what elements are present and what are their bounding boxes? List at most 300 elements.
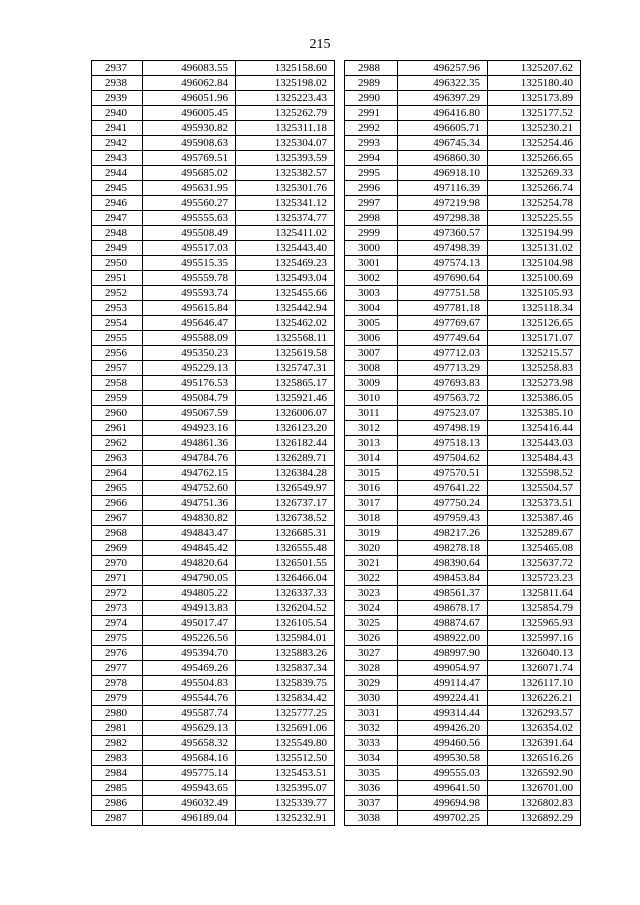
y-coordinate-cell: 1325341.12 bbox=[236, 196, 335, 211]
point-number-cell: 2972 bbox=[92, 586, 143, 601]
x-coordinate-cell: 499460.56 bbox=[398, 736, 488, 751]
y-coordinate-cell: 1325232.91 bbox=[236, 811, 335, 826]
point-number-cell: 2970 bbox=[92, 556, 143, 571]
point-number-cell: 3032 bbox=[345, 721, 398, 736]
point-number-cell: 3026 bbox=[345, 631, 398, 646]
point-number-cell: 3001 bbox=[345, 256, 398, 271]
x-coordinate-cell: 494820.64 bbox=[143, 556, 236, 571]
point-number-cell: 2980 bbox=[92, 706, 143, 721]
table-row bbox=[92, 631, 335, 646]
y-coordinate-cell: 1325311.18 bbox=[236, 121, 335, 136]
table-row bbox=[345, 376, 581, 391]
table-row bbox=[92, 526, 335, 541]
point-number-cell: 3020 bbox=[345, 541, 398, 556]
point-number-cell: 2994 bbox=[345, 151, 398, 166]
table-row bbox=[345, 331, 581, 346]
x-coordinate-cell: 495017.47 bbox=[143, 616, 236, 631]
x-coordinate-cell: 496918.10 bbox=[398, 166, 488, 181]
y-coordinate-cell: 1325568.11 bbox=[236, 331, 335, 346]
x-coordinate-cell: 499702.25 bbox=[398, 811, 488, 826]
point-number-cell: 3038 bbox=[345, 811, 398, 826]
table-row bbox=[345, 526, 581, 541]
y-coordinate-cell: 1326337.33 bbox=[236, 586, 335, 601]
y-coordinate-cell: 1325158.60 bbox=[236, 61, 335, 76]
point-number-cell: 3033 bbox=[345, 736, 398, 751]
table-row bbox=[92, 586, 335, 601]
x-coordinate-cell: 497570.51 bbox=[398, 466, 488, 481]
x-coordinate-cell: 496257.96 bbox=[398, 61, 488, 76]
table-row bbox=[92, 346, 335, 361]
x-coordinate-cell: 495560.27 bbox=[143, 196, 236, 211]
x-coordinate-cell: 494843.47 bbox=[143, 526, 236, 541]
x-coordinate-cell: 495631.95 bbox=[143, 181, 236, 196]
y-coordinate-cell: 1325386.05 bbox=[488, 391, 581, 406]
x-coordinate-cell: 494861.36 bbox=[143, 436, 236, 451]
x-coordinate-cell: 498997.90 bbox=[398, 646, 488, 661]
table-row bbox=[92, 481, 335, 496]
x-coordinate-cell: 495943.65 bbox=[143, 781, 236, 796]
point-number-cell: 2996 bbox=[345, 181, 398, 196]
x-coordinate-cell: 497751.58 bbox=[398, 286, 488, 301]
table-row bbox=[345, 151, 581, 166]
y-coordinate-cell: 1325254.78 bbox=[488, 196, 581, 211]
y-coordinate-cell: 1326501.55 bbox=[236, 556, 335, 571]
table-row bbox=[345, 751, 581, 766]
y-coordinate-cell: 1325215.57 bbox=[488, 346, 581, 361]
y-coordinate-cell: 1325395.07 bbox=[236, 781, 335, 796]
x-coordinate-cell: 496745.34 bbox=[398, 136, 488, 151]
point-number-cell: 2941 bbox=[92, 121, 143, 136]
point-number-cell: 3027 bbox=[345, 646, 398, 661]
point-number-cell: 3037 bbox=[345, 796, 398, 811]
x-coordinate-cell: 497518.13 bbox=[398, 436, 488, 451]
x-coordinate-cell: 498217.26 bbox=[398, 526, 488, 541]
table-row bbox=[345, 646, 581, 661]
x-coordinate-cell: 497360.57 bbox=[398, 226, 488, 241]
x-coordinate-cell: 495544.76 bbox=[143, 691, 236, 706]
y-coordinate-cell: 1325484.43 bbox=[488, 451, 581, 466]
x-coordinate-cell: 494790.05 bbox=[143, 571, 236, 586]
y-coordinate-cell: 1326685.31 bbox=[236, 526, 335, 541]
table-row bbox=[92, 241, 335, 256]
point-number-cell: 2962 bbox=[92, 436, 143, 451]
point-number-cell: 2985 bbox=[92, 781, 143, 796]
y-coordinate-cell: 1326738.52 bbox=[236, 511, 335, 526]
x-coordinate-cell: 498678.17 bbox=[398, 601, 488, 616]
table-row bbox=[345, 736, 581, 751]
y-coordinate-cell: 1325493.04 bbox=[236, 271, 335, 286]
table-row bbox=[345, 211, 581, 226]
y-coordinate-cell: 1326466.04 bbox=[236, 571, 335, 586]
point-number-cell: 2975 bbox=[92, 631, 143, 646]
point-number-cell: 2977 bbox=[92, 661, 143, 676]
x-coordinate-cell: 499555.03 bbox=[398, 766, 488, 781]
y-coordinate-cell: 1325258.83 bbox=[488, 361, 581, 376]
y-coordinate-cell: 1325598.52 bbox=[488, 466, 581, 481]
y-coordinate-cell: 1326384.28 bbox=[236, 466, 335, 481]
y-coordinate-cell: 1325865.17 bbox=[236, 376, 335, 391]
point-number-cell: 2971 bbox=[92, 571, 143, 586]
point-number-cell: 2955 bbox=[92, 331, 143, 346]
table-row bbox=[345, 496, 581, 511]
y-coordinate-cell: 1326071.74 bbox=[488, 661, 581, 676]
x-coordinate-cell: 496083.55 bbox=[143, 61, 236, 76]
point-number-cell: 3013 bbox=[345, 436, 398, 451]
y-coordinate-cell: 1325469.23 bbox=[236, 256, 335, 271]
x-coordinate-cell: 497750.24 bbox=[398, 496, 488, 511]
point-number-cell: 2954 bbox=[92, 316, 143, 331]
y-coordinate-cell: 1325777.25 bbox=[236, 706, 335, 721]
y-coordinate-cell: 1325198.02 bbox=[236, 76, 335, 91]
table-row bbox=[92, 106, 335, 121]
table-row bbox=[345, 616, 581, 631]
x-coordinate-cell: 495629.13 bbox=[143, 721, 236, 736]
table-row bbox=[345, 181, 581, 196]
table-row bbox=[345, 196, 581, 211]
table-row bbox=[345, 601, 581, 616]
point-number-cell: 3009 bbox=[345, 376, 398, 391]
y-coordinate-cell: 1326516.26 bbox=[488, 751, 581, 766]
x-coordinate-cell: 494913.83 bbox=[143, 601, 236, 616]
x-coordinate-cell: 496062.84 bbox=[143, 76, 236, 91]
table-row bbox=[345, 241, 581, 256]
y-coordinate-cell: 1325811.64 bbox=[488, 586, 581, 601]
y-coordinate-cell: 1326182.44 bbox=[236, 436, 335, 451]
page-number: 215 bbox=[309, 37, 331, 52]
table-row bbox=[92, 136, 335, 151]
point-number-cell: 3018 bbox=[345, 511, 398, 526]
y-coordinate-cell: 1325997.16 bbox=[488, 631, 581, 646]
table-row bbox=[92, 781, 335, 796]
x-coordinate-cell: 499694.98 bbox=[398, 796, 488, 811]
x-coordinate-cell: 498561.37 bbox=[398, 586, 488, 601]
y-coordinate-cell: 1325194.99 bbox=[488, 226, 581, 241]
x-coordinate-cell: 498453.84 bbox=[398, 571, 488, 586]
y-coordinate-cell: 1325339.77 bbox=[236, 796, 335, 811]
y-coordinate-cell: 1325512.50 bbox=[236, 751, 335, 766]
point-number-cell: 2989 bbox=[345, 76, 398, 91]
point-number-cell: 2959 bbox=[92, 391, 143, 406]
point-number-cell: 3031 bbox=[345, 706, 398, 721]
y-coordinate-cell: 1326549.97 bbox=[236, 481, 335, 496]
point-number-cell: 3016 bbox=[345, 481, 398, 496]
table-row bbox=[345, 316, 581, 331]
point-number-cell: 3021 bbox=[345, 556, 398, 571]
table-row bbox=[92, 466, 335, 481]
y-coordinate-cell: 1326204.52 bbox=[236, 601, 335, 616]
x-coordinate-cell: 499054.97 bbox=[398, 661, 488, 676]
x-coordinate-cell: 497749.64 bbox=[398, 331, 488, 346]
x-coordinate-cell: 497298.38 bbox=[398, 211, 488, 226]
y-coordinate-cell: 1325301.76 bbox=[236, 181, 335, 196]
table-row bbox=[92, 706, 335, 721]
y-coordinate-cell: 1325619.58 bbox=[236, 346, 335, 361]
x-coordinate-cell: 495515.35 bbox=[143, 256, 236, 271]
point-number-cell: 3004 bbox=[345, 301, 398, 316]
point-number-cell: 3035 bbox=[345, 766, 398, 781]
y-coordinate-cell: 1325411.02 bbox=[236, 226, 335, 241]
point-number-cell: 3002 bbox=[345, 271, 398, 286]
point-number-cell: 3000 bbox=[345, 241, 398, 256]
x-coordinate-cell: 495176.53 bbox=[143, 376, 236, 391]
x-coordinate-cell: 495226.56 bbox=[143, 631, 236, 646]
y-coordinate-cell: 1325453.51 bbox=[236, 766, 335, 781]
y-coordinate-cell: 1325442.94 bbox=[236, 301, 335, 316]
x-coordinate-cell: 495084.79 bbox=[143, 391, 236, 406]
y-coordinate-cell: 1326226.21 bbox=[488, 691, 581, 706]
table-row bbox=[345, 511, 581, 526]
x-coordinate-cell: 496416.80 bbox=[398, 106, 488, 121]
x-coordinate-cell: 498390.64 bbox=[398, 556, 488, 571]
table-row bbox=[92, 691, 335, 706]
x-coordinate-cell: 496005.45 bbox=[143, 106, 236, 121]
y-coordinate-cell: 1326701.00 bbox=[488, 781, 581, 796]
table-row bbox=[92, 316, 335, 331]
point-number-cell: 3015 bbox=[345, 466, 398, 481]
table-row bbox=[92, 196, 335, 211]
point-number-cell: 3036 bbox=[345, 781, 398, 796]
x-coordinate-cell: 495587.74 bbox=[143, 706, 236, 721]
table-row bbox=[92, 76, 335, 91]
table-row bbox=[345, 346, 581, 361]
x-coordinate-cell: 497498.19 bbox=[398, 421, 488, 436]
point-number-cell: 2984 bbox=[92, 766, 143, 781]
point-number-cell: 2952 bbox=[92, 286, 143, 301]
x-coordinate-cell: 495684.16 bbox=[143, 751, 236, 766]
x-coordinate-cell: 495517.03 bbox=[143, 241, 236, 256]
point-number-cell: 2999 bbox=[345, 226, 398, 241]
y-coordinate-cell: 1325180.40 bbox=[488, 76, 581, 91]
y-coordinate-cell: 1325691.06 bbox=[236, 721, 335, 736]
y-coordinate-cell: 1326117.10 bbox=[488, 676, 581, 691]
x-coordinate-cell: 497690.64 bbox=[398, 271, 488, 286]
point-number-cell: 2946 bbox=[92, 196, 143, 211]
table-row bbox=[92, 556, 335, 571]
y-coordinate-cell: 1325723.23 bbox=[488, 571, 581, 586]
point-number-cell: 3019 bbox=[345, 526, 398, 541]
table-row bbox=[345, 91, 581, 106]
y-coordinate-cell: 1326555.48 bbox=[236, 541, 335, 556]
y-coordinate-cell: 1325126.65 bbox=[488, 316, 581, 331]
table-row bbox=[345, 661, 581, 676]
point-number-cell: 2978 bbox=[92, 676, 143, 691]
table-row bbox=[345, 76, 581, 91]
point-number-cell: 2960 bbox=[92, 406, 143, 421]
y-coordinate-cell: 1325254.46 bbox=[488, 136, 581, 151]
table-row bbox=[345, 721, 581, 736]
table-row bbox=[345, 271, 581, 286]
x-coordinate-cell: 497574.13 bbox=[398, 256, 488, 271]
y-coordinate-cell: 1326040.13 bbox=[488, 646, 581, 661]
point-number-cell: 2973 bbox=[92, 601, 143, 616]
point-number-cell: 2943 bbox=[92, 151, 143, 166]
point-number-cell: 3014 bbox=[345, 451, 398, 466]
y-coordinate-cell: 1325455.66 bbox=[236, 286, 335, 301]
point-number-cell: 3029 bbox=[345, 676, 398, 691]
table-row bbox=[345, 61, 581, 76]
point-number-cell: 2965 bbox=[92, 481, 143, 496]
y-coordinate-cell: 1325549.80 bbox=[236, 736, 335, 751]
y-coordinate-cell: 1325104.98 bbox=[488, 256, 581, 271]
point-number-cell: 2979 bbox=[92, 691, 143, 706]
table-row bbox=[345, 391, 581, 406]
table-row bbox=[345, 451, 581, 466]
x-coordinate-cell: 499314.44 bbox=[398, 706, 488, 721]
table-row bbox=[345, 586, 581, 601]
x-coordinate-cell: 497504.62 bbox=[398, 451, 488, 466]
table-row bbox=[92, 796, 335, 811]
y-coordinate-cell: 1325382.57 bbox=[236, 166, 335, 181]
x-coordinate-cell: 494762.15 bbox=[143, 466, 236, 481]
y-coordinate-cell: 1325837.34 bbox=[236, 661, 335, 676]
y-coordinate-cell: 1326802.83 bbox=[488, 796, 581, 811]
table-row bbox=[345, 796, 581, 811]
point-number-cell: 3017 bbox=[345, 496, 398, 511]
point-number-cell: 2995 bbox=[345, 166, 398, 181]
table-row bbox=[345, 481, 581, 496]
x-coordinate-cell: 495559.78 bbox=[143, 271, 236, 286]
x-coordinate-cell: 496605.71 bbox=[398, 121, 488, 136]
table-row bbox=[345, 421, 581, 436]
table-row bbox=[92, 616, 335, 631]
table-row bbox=[345, 286, 581, 301]
y-coordinate-cell: 1325373.51 bbox=[488, 496, 581, 511]
x-coordinate-cell: 494752.60 bbox=[143, 481, 236, 496]
table-row bbox=[345, 691, 581, 706]
table-row bbox=[92, 601, 335, 616]
point-number-cell: 2956 bbox=[92, 346, 143, 361]
x-coordinate-cell: 495508.49 bbox=[143, 226, 236, 241]
table-row bbox=[92, 271, 335, 286]
point-number-cell: 2964 bbox=[92, 466, 143, 481]
table-row bbox=[92, 181, 335, 196]
y-coordinate-cell: 1325289.67 bbox=[488, 526, 581, 541]
x-coordinate-cell: 495504.83 bbox=[143, 676, 236, 691]
x-coordinate-cell: 496051.96 bbox=[143, 91, 236, 106]
table-row bbox=[345, 466, 581, 481]
y-coordinate-cell: 1325177.52 bbox=[488, 106, 581, 121]
table-row bbox=[92, 331, 335, 346]
table-row bbox=[92, 646, 335, 661]
table-row bbox=[92, 451, 335, 466]
y-coordinate-cell: 1325462.02 bbox=[236, 316, 335, 331]
point-number-cell: 2976 bbox=[92, 646, 143, 661]
x-coordinate-cell: 497219.98 bbox=[398, 196, 488, 211]
x-coordinate-cell: 497116.39 bbox=[398, 181, 488, 196]
point-number-cell: 2998 bbox=[345, 211, 398, 226]
x-coordinate-cell: 497781.18 bbox=[398, 301, 488, 316]
point-number-cell: 2969 bbox=[92, 541, 143, 556]
y-coordinate-cell: 1325984.01 bbox=[236, 631, 335, 646]
x-coordinate-cell: 495615.84 bbox=[143, 301, 236, 316]
y-coordinate-cell: 1325504.57 bbox=[488, 481, 581, 496]
y-coordinate-cell: 1325207.62 bbox=[488, 61, 581, 76]
table-row bbox=[92, 811, 335, 826]
y-coordinate-cell: 1325921.46 bbox=[236, 391, 335, 406]
x-coordinate-cell: 495908.63 bbox=[143, 136, 236, 151]
y-coordinate-cell: 1325416.44 bbox=[488, 421, 581, 436]
x-coordinate-cell: 494784.76 bbox=[143, 451, 236, 466]
x-coordinate-cell: 495775.14 bbox=[143, 766, 236, 781]
y-coordinate-cell: 1325443.40 bbox=[236, 241, 335, 256]
x-coordinate-cell: 494805.22 bbox=[143, 586, 236, 601]
table-row bbox=[92, 511, 335, 526]
point-number-cell: 3030 bbox=[345, 691, 398, 706]
table-row bbox=[92, 736, 335, 751]
x-coordinate-cell: 497769.67 bbox=[398, 316, 488, 331]
x-coordinate-cell: 497563.72 bbox=[398, 391, 488, 406]
y-coordinate-cell: 1326592.90 bbox=[488, 766, 581, 781]
table-row bbox=[345, 121, 581, 136]
table-row bbox=[345, 226, 581, 241]
point-number-cell: 2967 bbox=[92, 511, 143, 526]
x-coordinate-cell: 495588.09 bbox=[143, 331, 236, 346]
point-number-cell: 2947 bbox=[92, 211, 143, 226]
point-number-cell: 2961 bbox=[92, 421, 143, 436]
table-row bbox=[92, 121, 335, 136]
x-coordinate-cell: 495394.70 bbox=[143, 646, 236, 661]
x-coordinate-cell: 498874.67 bbox=[398, 616, 488, 631]
table-row bbox=[92, 406, 335, 421]
table-row bbox=[92, 676, 335, 691]
table-row bbox=[92, 571, 335, 586]
y-coordinate-cell: 1326105.54 bbox=[236, 616, 335, 631]
x-coordinate-cell: 497498.39 bbox=[398, 241, 488, 256]
point-number-cell: 2951 bbox=[92, 271, 143, 286]
y-coordinate-cell: 1325465.08 bbox=[488, 541, 581, 556]
x-coordinate-cell: 499426.20 bbox=[398, 721, 488, 736]
x-coordinate-cell: 495469.26 bbox=[143, 661, 236, 676]
point-number-cell: 2950 bbox=[92, 256, 143, 271]
point-number-cell: 2974 bbox=[92, 616, 143, 631]
point-number-cell: 3003 bbox=[345, 286, 398, 301]
y-coordinate-cell: 1326289.71 bbox=[236, 451, 335, 466]
point-number-cell: 3006 bbox=[345, 331, 398, 346]
y-coordinate-cell: 1325965.93 bbox=[488, 616, 581, 631]
table-row bbox=[92, 91, 335, 106]
x-coordinate-cell: 495658.32 bbox=[143, 736, 236, 751]
point-number-cell: 2986 bbox=[92, 796, 143, 811]
point-number-cell: 2987 bbox=[92, 811, 143, 826]
y-coordinate-cell: 1326354.02 bbox=[488, 721, 581, 736]
table-row bbox=[345, 706, 581, 721]
y-coordinate-cell: 1325385.10 bbox=[488, 406, 581, 421]
point-number-cell: 2990 bbox=[345, 91, 398, 106]
y-coordinate-cell: 1325131.02 bbox=[488, 241, 581, 256]
table-row bbox=[92, 61, 335, 76]
y-coordinate-cell: 1325304.07 bbox=[236, 136, 335, 151]
point-number-cell: 3011 bbox=[345, 406, 398, 421]
point-number-cell: 2997 bbox=[345, 196, 398, 211]
y-coordinate-cell: 1325393.59 bbox=[236, 151, 335, 166]
y-coordinate-cell: 1325118.34 bbox=[488, 301, 581, 316]
table-row bbox=[92, 226, 335, 241]
x-coordinate-cell: 494845.42 bbox=[143, 541, 236, 556]
table-row bbox=[345, 406, 581, 421]
y-coordinate-cell: 1325443.03 bbox=[488, 436, 581, 451]
point-number-cell: 2939 bbox=[92, 91, 143, 106]
point-number-cell: 2948 bbox=[92, 226, 143, 241]
table-row bbox=[92, 166, 335, 181]
point-number-cell: 3010 bbox=[345, 391, 398, 406]
y-coordinate-cell: 1325883.26 bbox=[236, 646, 335, 661]
point-number-cell: 2940 bbox=[92, 106, 143, 121]
table-row bbox=[92, 661, 335, 676]
table-row bbox=[92, 151, 335, 166]
point-number-cell: 2958 bbox=[92, 376, 143, 391]
y-coordinate-cell: 1326123.20 bbox=[236, 421, 335, 436]
x-coordinate-cell: 498922.00 bbox=[398, 631, 488, 646]
